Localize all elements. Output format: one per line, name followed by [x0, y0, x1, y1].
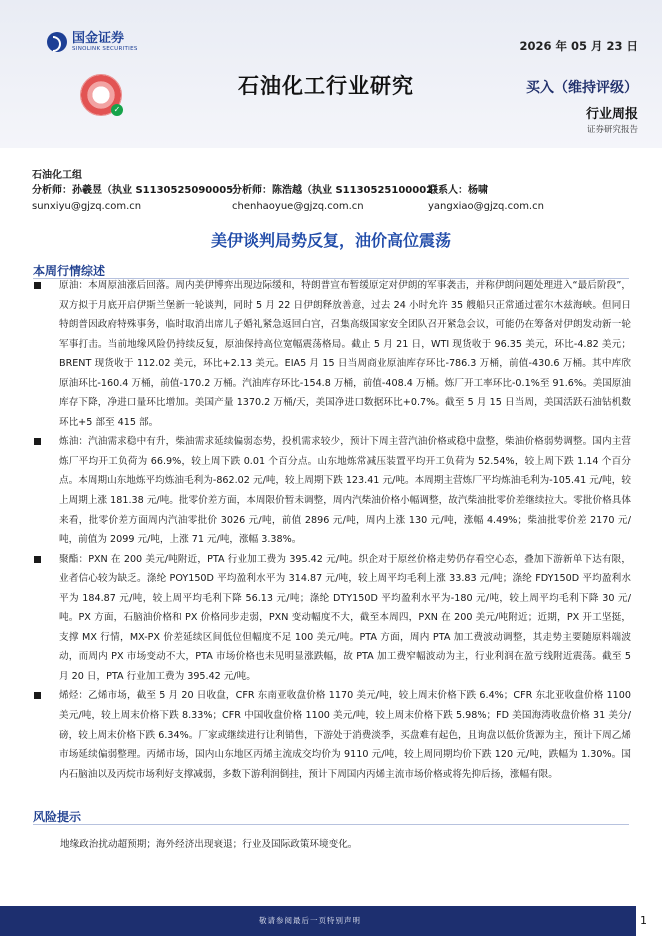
section-title-risk: 风险提示 [33, 810, 82, 824]
analyst-name: 分析师：陈浩越（执业 S1130525100002） [232, 185, 444, 196]
sector-group: 石油化工组 [32, 170, 82, 181]
bullet-square-icon [34, 692, 41, 699]
list-item [33, 432, 631, 549]
contact-email[interactable]: yangxiao@gjzq.com.cn [428, 201, 544, 212]
logo-name-cn: 国金证券 [72, 31, 125, 46]
bullet-square-icon [34, 282, 41, 289]
risk-text: 地缘政治扰动超预期；海外经济出现衰退；行业及国际政策环境变化。 [60, 839, 358, 850]
verified-badge-icon: ✓ [111, 104, 123, 116]
bullet-text-polyester: 聚酯：PXN 在 200 美元/吨附近，PTA 行业加工费为 395.42 元/吨。织企对于原丝价格走势仍存看空心态，叠加下游新单下达有限，业者信心较为缺乏。涤纶 POY150D 平均盈利水平为 314.87 元/吨，较上周平均毛利上涨 33.83 元/吨；涤纶 FDY150D 平均盈利水平为 184.87 元/吨，较上周平均毛利下降 56.13 元/吨；涤纶 DTY150D 平均盈利水平为-180 元/吨，较上周平均毛利下降 30 元/吨。PX 方面，石脑油价格和 PX 价格同步走弱，PXN 变动幅度不大，截至本周四，PXN 在 200 美元/吨附近；近期，PX 开工坚挺，支撑 MX 行情，MX-PX 价差延续区间低位但幅度不足 100 美元/吨。PTA 方面，周内 PTA 加工费波动调整，其走势主要随原料端波动，而周内 PX 市场变动不大，PTA 市场价格也未见明显涨跌幅，故 PTA 加工费窄幅波动为主，行业利润在盈亏线附近震荡。截至 5 月 20 日，PTA 行业加工费为 395.42 元/吨。 [59, 553, 631, 682]
list-item [33, 276, 631, 432]
analyst-email[interactable]: chenhaoyue@gjzq.com.cn [232, 201, 364, 212]
rating-label: 买入（维持评级） [526, 80, 638, 96]
section-title-weekly: 本周行情综述 [33, 264, 106, 278]
contact-name: 联系人：杨啸 [428, 185, 488, 196]
section-divider [33, 824, 629, 825]
bullet-text-olefins: 烯烃：乙烯市场，截至 5 月 20 日收盘，CFR 东南亚收盘价格 1170 美元/吨，较上周末价格下跌 6.4%；CFR 东北亚收盘价格 1100 美元/吨，较上周末价格下跌 8.33%；CFR 中国收盘价格 1100 美元/吨，较上周末价格下跌 5.98%；FD 美国海湾收盘价格 31 美分/磅，较上周末价格下跌 6.34%。厂家或继续进行让利销售，下游处于消费淡季，买盘难有起色，且询盘以低价货源为主，预计下周乙烯市场延续偏弱整理。丙烯市场，国内山东地区丙烯主流成交均价为 9110 元/吨，较上周同期均价下跌 120 元/吨，跌幅为 1.30%。国内石脑油以及丙烷市场利好支撑减弱，多数下游利润倒挂，预计下周国内丙烯主流市场价格或将先抑后扬，涨幅有限。 [59, 690, 631, 780]
weekly-review-list [33, 276, 631, 784]
company-logo [47, 32, 138, 52]
analyst-1 [32, 181, 243, 212]
analyst-name: 分析师：孙羲昱（执业 S1130525090005） [32, 185, 244, 196]
logo-mark-icon [47, 32, 67, 52]
contact-person [428, 181, 544, 212]
analyst-2 [232, 181, 443, 212]
footer-disclaimer-link[interactable]: 敬请参阅最后一页特别声明 [259, 916, 361, 925]
page-number: 1 [640, 914, 647, 927]
report-date: 2026 年 05 月 23 日 [519, 39, 638, 53]
bullet-square-icon [34, 438, 41, 445]
logo-name-en: SINOLINK SECURITIES [72, 46, 138, 52]
list-item [33, 686, 631, 784]
bullet-text-refining: 炼油：汽油需求稳中有升，柴油需求延续偏弱态势，投机需求较少，预计下周主营汽油价格或稳中盘整，柴油价格弱势调整。国内主营炼厂平均开工负荷为 66.9%，较上周下跌 0.01 个百分点。山东地炼常减压装置平均开工负荷为 52.54%，较上周下跌 1.14 个百分点。本周期山东地炼平均炼油毛利为-862.02 元/吨，较上周期下跌 123.41 元/吨。本周期主营炼厂平均炼油毛利为-105.41 元/吨，较上周期上涨 181.38 元/吨。批零价差方面，本周限价暂未调整，周内汽柴油价格小幅调整，故汽柴油批零价差继续拉大。零批价格具体来看，批零价差方面周内汽油零批价 3026 元/吨，前值 2896 元/吨，周内上涨 130 元/吨，涨幅 4.49%；柴油批零价差 2170 元/吨，前值为 2099 元/吨，上涨 71 元/吨，涨幅 3.38%。 [59, 436, 631, 546]
page-title: 石油化工行业研究 [238, 74, 414, 98]
document-subtype: 证券研究报告 [586, 125, 638, 135]
list-item [33, 550, 631, 687]
report-headline: 美伊谈判局势反复，油价高位震荡 [210, 231, 451, 250]
analyst-email[interactable]: sunxiyu@gjzq.com.cn [32, 201, 142, 212]
document-type: 行业周报 [585, 107, 638, 122]
bullet-text-crude-oil: 原油：本周原油涨后回落。周内美伊博弈出现边际缓和，特朗普宣布暂缓原定对伊朗的军事袭击，并称伊朗问题处理进入“最后阶段”，双方拟于月底开启伊斯兰堡新一轮谈判，同时 5 月 22 日伊朗释放善意，过去 24 小时允许 35 艘船只正常通过霍尔木兹海峡。但同日特朗普因政府特殊事务，临时取消出席儿子婚礼紧急返回白宫，召集高级国家安全团队召开紧急会议，可能仍在筹备对伊朗发动新一轮军事打击。当前地缘风险仍持续反复，原油保持高位宽幅震荡格局。截止 5 月 21 日，WTI 现货收于 96.35 美元，环比-4.82 美元；BRENT 现货收于 112.02 美元，环比+2.13 美元。EIA5 月 15 日当周商业原油库存环比-786.3 万桶，前值-430.6 万桶。其中库欣原油环比-160.4 万桶，前值-170.2 万桶。汽油库存环比-154.8 万桶，前值-408.4 万桶。炼厂开工率环比-0.1%至 91.6%。美国原油库存下降，净进口量环比增加。美国产量 1370.2 万桶/天，美国净进口数据环比+0.7%。截至 5 月 15 日当周，美国活跃石油钻机数环比+5 部至 415 部。 [59, 280, 631, 428]
bullet-square-icon [34, 556, 41, 563]
